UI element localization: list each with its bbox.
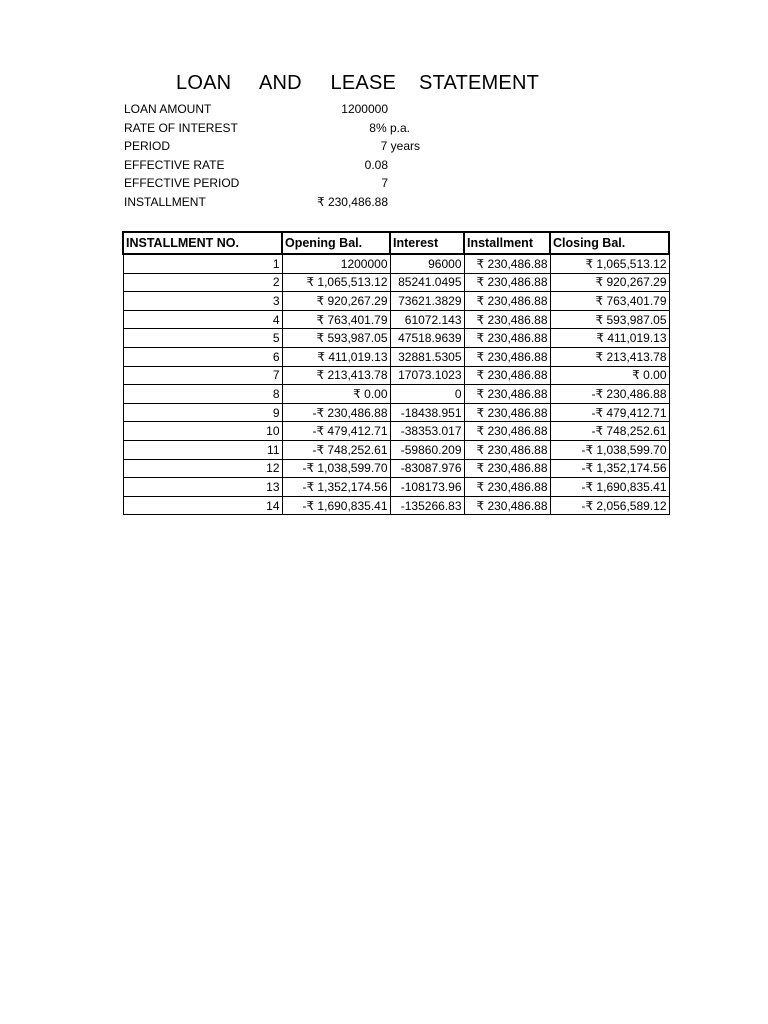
cell-opening-bal: ₹ 763,401.79	[282, 310, 390, 329]
cell-installment: ₹ 230,486.88	[464, 254, 550, 273]
cell-interest: 73621.3829	[390, 292, 464, 311]
cell-installment-no: 10	[123, 422, 282, 441]
summary-label: EFFECTIVE RATE	[124, 157, 225, 172]
cell-installment: ₹ 230,486.88	[464, 385, 550, 404]
column-header-opening-bal: Opening Bal.	[282, 232, 390, 254]
summary-row-installment	[124, 193, 424, 212]
table-body	[123, 254, 669, 515]
cell-installment-no: 3	[123, 292, 282, 311]
summary-label: RATE OF INTEREST	[124, 120, 238, 135]
cell-installment: ₹ 230,486.88	[464, 347, 550, 366]
cell-installment: ₹ 230,486.88	[464, 459, 550, 478]
column-header-closing-bal: Closing Bal.	[550, 232, 669, 254]
cell-opening-bal: -₹ 479,412.71	[282, 422, 390, 441]
cell-interest: -38353.017	[390, 422, 464, 441]
table-row	[123, 440, 669, 459]
cell-installment-no: 1	[123, 254, 282, 273]
cell-closing-bal: ₹ 1,065,513.12	[550, 254, 669, 273]
table-row	[123, 366, 669, 385]
table-row	[123, 422, 669, 441]
cell-interest: 61072.143	[390, 310, 464, 329]
cell-installment-no: 14	[123, 496, 282, 515]
page-title: LOAN AND LEASE STATEMENT	[176, 72, 540, 94]
cell-opening-bal: ₹ 1,065,513.12	[282, 273, 390, 292]
cell-opening-bal: ₹ 920,267.29	[282, 292, 390, 311]
column-header-installment-no: INSTALLMENT NO.	[123, 232, 282, 254]
cell-opening-bal: -₹ 748,252.61	[282, 440, 390, 459]
cell-opening-bal: 1200000	[282, 254, 390, 273]
summary-row-loan-amount	[124, 100, 424, 119]
cell-closing-bal: -₹ 2,056,589.12	[550, 496, 669, 515]
cell-interest: 17073.1023	[390, 366, 464, 385]
cell-interest: -18438.951	[390, 403, 464, 422]
cell-installment-no: 5	[123, 329, 282, 348]
summary-label: PERIOD	[124, 139, 171, 154]
cell-installment-no: 4	[123, 310, 282, 329]
cell-installment: ₹ 230,486.88	[464, 422, 550, 441]
table-row	[123, 347, 669, 366]
cell-installment-no: 9	[123, 403, 282, 422]
cell-closing-bal: ₹ 763,401.79	[550, 292, 669, 311]
summary-row-period	[124, 137, 424, 156]
cell-closing-bal: -₹ 748,252.61	[550, 422, 669, 441]
summary-value: 8% p.a.	[369, 120, 410, 135]
cell-closing-bal: -₹ 1,352,174.56	[550, 459, 669, 478]
table-row	[123, 273, 669, 292]
cell-interest: -59860.209	[390, 440, 464, 459]
cell-interest: 47518.9639	[390, 329, 464, 348]
table-row	[123, 459, 669, 478]
cell-interest: -108173.96	[390, 478, 464, 497]
cell-installment-no: 2	[123, 273, 282, 292]
summary-value: 0.08	[364, 157, 388, 172]
summary-row-rate-of-interest	[124, 119, 424, 138]
summary-value: ₹ 230,486.88	[316, 194, 388, 209]
table-header-row	[123, 232, 669, 254]
table-row	[123, 329, 669, 348]
cell-closing-bal: ₹ 920,267.29	[550, 273, 669, 292]
cell-interest: 85241.0495	[390, 273, 464, 292]
cell-installment: ₹ 230,486.88	[464, 273, 550, 292]
cell-closing-bal: ₹ 593,987.05	[550, 310, 669, 329]
cell-closing-bal: ₹ 411,019.13	[550, 329, 669, 348]
cell-installment-no: 8	[123, 385, 282, 404]
cell-interest: 96000	[390, 254, 464, 273]
cell-interest: -83087.976	[390, 459, 464, 478]
loan-summary	[124, 100, 424, 212]
cell-closing-bal: ₹ 0.00	[550, 366, 669, 385]
cell-installment-no: 6	[123, 347, 282, 366]
cell-installment-no: 11	[123, 440, 282, 459]
table-row	[123, 403, 669, 422]
cell-installment-no: 7	[123, 366, 282, 385]
cell-opening-bal: ₹ 593,987.05	[282, 329, 390, 348]
summary-label: INSTALLMENT	[124, 194, 206, 209]
table-row	[123, 254, 669, 273]
cell-installment: ₹ 230,486.88	[464, 478, 550, 497]
column-header-installment: Installment	[464, 232, 550, 254]
cell-opening-bal: ₹ 411,019.13	[282, 347, 390, 366]
summary-value: 7	[381, 176, 388, 191]
summary-value: 1200000	[341, 102, 388, 116]
table-row	[123, 292, 669, 311]
cell-installment: ₹ 230,486.88	[464, 496, 550, 515]
cell-interest: 0	[390, 385, 464, 404]
cell-installment: ₹ 230,486.88	[464, 440, 550, 459]
summary-row-effective-rate	[124, 156, 424, 175]
column-header-interest: Interest	[390, 232, 464, 254]
cell-installment: ₹ 230,486.88	[464, 310, 550, 329]
cell-closing-bal: -₹ 1,690,835.41	[550, 478, 669, 497]
cell-installment-no: 12	[123, 459, 282, 478]
cell-installment: ₹ 230,486.88	[464, 292, 550, 311]
summary-label: EFFECTIVE PERIOD	[124, 176, 240, 191]
summary-label: LOAN AMOUNT	[124, 102, 212, 116]
summary-row-effective-period	[124, 174, 424, 193]
cell-opening-bal: ₹ 0.00	[282, 385, 390, 404]
amortization-table	[122, 231, 670, 515]
table-row	[123, 496, 669, 515]
cell-opening-bal: -₹ 1,038,599.70	[282, 459, 390, 478]
cell-installment: ₹ 230,486.88	[464, 366, 550, 385]
cell-interest: -135266.83	[390, 496, 464, 515]
cell-installment: ₹ 230,486.88	[464, 403, 550, 422]
cell-opening-bal: -₹ 1,352,174.56	[282, 478, 390, 497]
summary-value: 7 years	[380, 139, 420, 154]
cell-interest: 32881.5305	[390, 347, 464, 366]
cell-closing-bal: -₹ 1,038,599.70	[550, 440, 669, 459]
cell-closing-bal: -₹ 230,486.88	[550, 385, 669, 404]
cell-opening-bal: ₹ 213,413.78	[282, 366, 390, 385]
cell-closing-bal: -₹ 479,412.71	[550, 403, 669, 422]
cell-opening-bal: -₹ 230,486.88	[282, 403, 390, 422]
table-row	[123, 385, 669, 404]
cell-closing-bal: ₹ 213,413.78	[550, 347, 669, 366]
cell-opening-bal: -₹ 1,690,835.41	[282, 496, 390, 515]
cell-installment-no: 13	[123, 478, 282, 497]
cell-installment: ₹ 230,486.88	[464, 329, 550, 348]
table-row	[123, 478, 669, 497]
table-row	[123, 310, 669, 329]
